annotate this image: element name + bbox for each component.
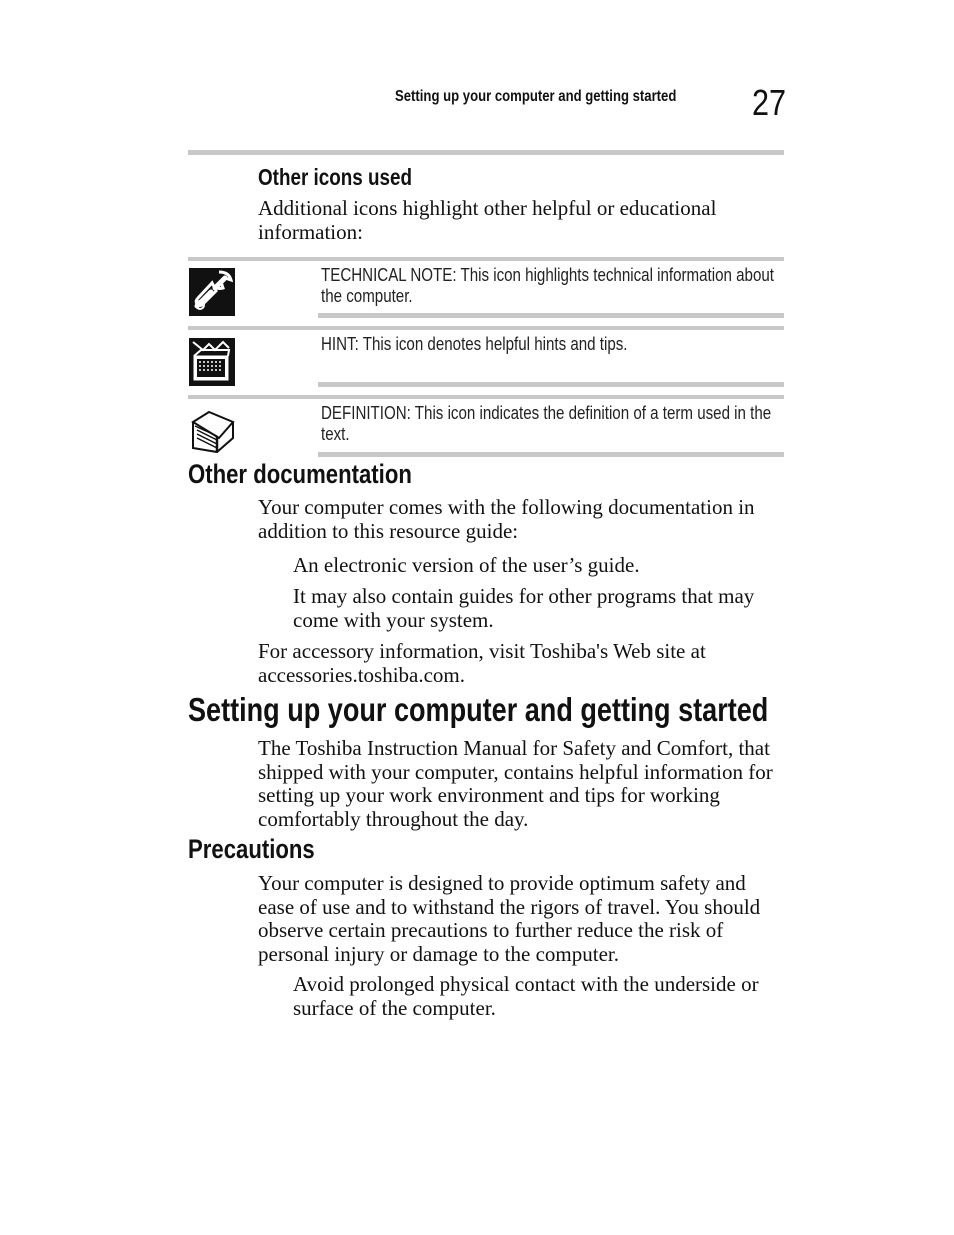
other-icons-heading: Other icons used xyxy=(258,164,413,190)
book-icon xyxy=(189,408,235,454)
note-rule-top xyxy=(188,326,784,330)
note-rule-bottom xyxy=(318,382,784,387)
section-divider xyxy=(188,150,784,155)
technical-note-text: TECHNICAL NOTE: This icon highlights technical information about the computer. xyxy=(321,265,774,306)
list-item: Avoid prolonged physical contact with the underside or surface of the computer. xyxy=(293,972,759,1020)
list-item: An electronic version of the user’s guide. xyxy=(293,553,640,577)
precautions-heading: Precautions xyxy=(188,834,315,864)
hint-note-text: HINT: This icon denotes helpful hints and tips. xyxy=(321,334,628,354)
note-rule-top xyxy=(188,395,784,399)
page-number: 27 xyxy=(752,82,787,123)
definition-note-text: DEFINITION: This icon indicates the definition of a term used in the text. xyxy=(321,403,772,444)
other-documentation-heading: Other documentation xyxy=(188,459,412,489)
section-heading: Setting up your computer and getting started xyxy=(188,691,769,728)
running-header: Setting up your computer and getting started xyxy=(395,88,677,105)
wrench-icon xyxy=(189,268,235,316)
note-rule-top xyxy=(188,257,784,261)
other-icons-intro: Additional icons highlight other helpful or educational information: xyxy=(258,196,717,244)
other-documentation-intro: Your computer comes with the following documentation in addition to this resource guide: xyxy=(258,495,755,543)
setting-up-body: The Toshiba Instruction Manual for Safety and Comfort, that shipped with your computer, contains helpful information for setting up your work environment and tips for working comfortably throughout the day. xyxy=(258,736,773,831)
note-rule-bottom xyxy=(318,313,784,318)
accessory-info: For accessory information, visit Toshiba's Web site at accessories.toshiba.com. xyxy=(258,639,706,687)
note-rule-bottom xyxy=(318,452,784,457)
precautions-body: Your computer is designed to provide optimum safety and ease of use and to withstand the rigors of travel. You should observe certain precautions to further reduce the risk of personal injury or damage to the computer. xyxy=(258,871,761,966)
list-item: It may also contain guides for other programs that may come with your system. xyxy=(293,584,755,632)
toolbox-icon xyxy=(189,338,235,386)
